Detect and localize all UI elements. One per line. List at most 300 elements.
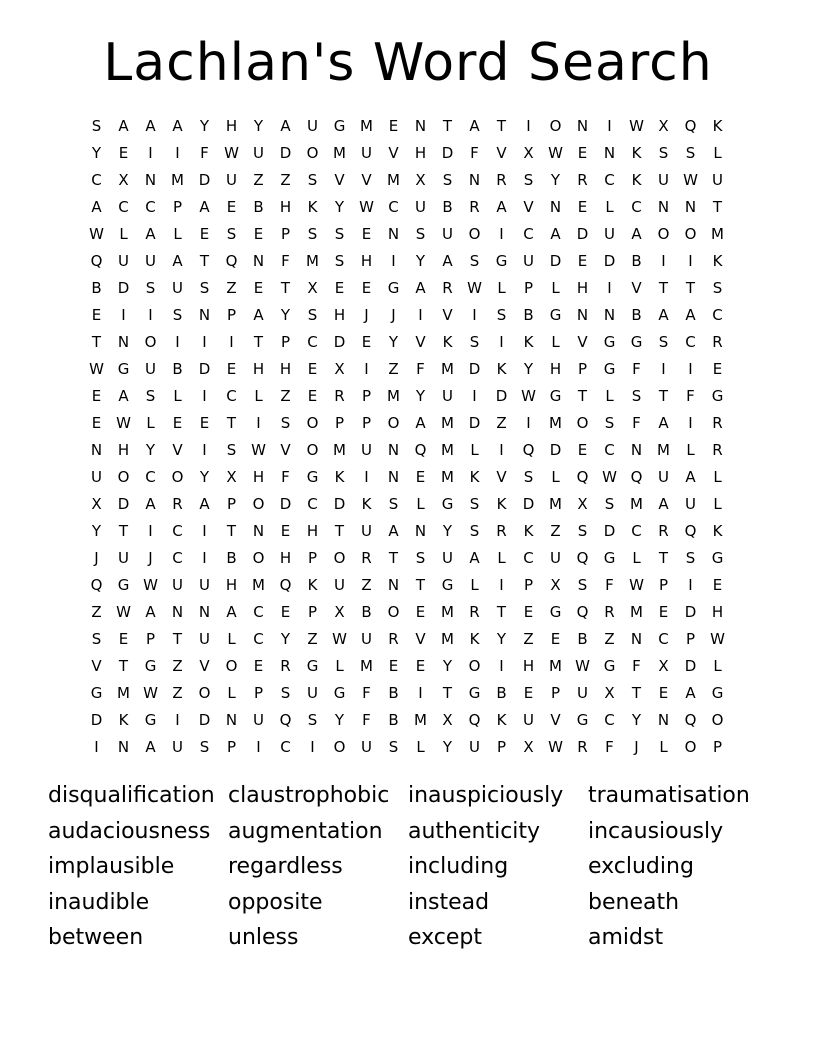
grid-letter[interactable]: W <box>629 575 644 594</box>
grid-letter[interactable]: U <box>145 251 156 270</box>
grid-letter[interactable]: L <box>605 197 614 216</box>
grid-letter[interactable]: S <box>442 170 453 189</box>
grid-letter[interactable]: R <box>469 602 480 621</box>
grid-letter[interactable]: A <box>685 467 696 486</box>
grid-letter[interactable]: M <box>171 170 184 189</box>
grid-letter[interactable]: F <box>362 683 371 702</box>
grid-letter[interactable]: P <box>280 224 291 243</box>
grid-letter[interactable]: D <box>117 278 130 297</box>
grid-letter[interactable]: Y <box>145 440 156 459</box>
grid-letter[interactable]: G <box>603 359 616 378</box>
grid-letter[interactable]: E <box>712 575 723 594</box>
grid-letter[interactable]: N <box>252 521 265 540</box>
grid-letter[interactable]: E <box>172 413 183 432</box>
grid-letter[interactable]: W <box>629 116 644 135</box>
grid-letter[interactable]: Z <box>253 170 264 189</box>
grid-letter[interactable]: G <box>603 332 616 351</box>
grid-letter[interactable]: Y <box>442 656 453 675</box>
grid-letter[interactable]: I <box>364 359 369 378</box>
grid-letter[interactable]: I <box>175 143 180 162</box>
grid-letter[interactable]: P <box>226 494 237 513</box>
grid-letter[interactable]: I <box>391 251 396 270</box>
grid-letter[interactable]: I <box>202 521 207 540</box>
grid-letter[interactable]: U <box>712 170 723 189</box>
grid-letter[interactable]: V <box>334 170 345 189</box>
grid-letter[interactable]: G <box>90 683 103 702</box>
grid-letter[interactable]: T <box>199 251 210 270</box>
grid-letter[interactable]: S <box>577 521 588 540</box>
grid-letter[interactable]: Q <box>468 710 481 729</box>
grid-letter[interactable]: L <box>713 494 722 513</box>
grid-letter[interactable]: D <box>279 143 292 162</box>
grid-letter[interactable]: S <box>469 332 480 351</box>
grid-letter[interactable]: E <box>388 656 399 675</box>
grid-letter[interactable]: E <box>334 278 345 297</box>
grid-letter[interactable]: P <box>658 575 669 594</box>
grid-letter[interactable]: B <box>523 305 534 324</box>
grid-letter[interactable]: A <box>415 413 426 432</box>
grid-letter[interactable]: K <box>469 629 480 648</box>
grid-letter[interactable]: G <box>306 656 319 675</box>
grid-letter[interactable]: J <box>94 548 99 567</box>
grid-letter[interactable]: G <box>495 251 508 270</box>
grid-letter[interactable]: V <box>280 440 291 459</box>
grid-letter[interactable]: I <box>202 440 207 459</box>
grid-letter[interactable]: U <box>361 440 372 459</box>
grid-letter[interactable]: P <box>361 386 372 405</box>
grid-letter[interactable]: X <box>523 143 534 162</box>
grid-letter[interactable]: F <box>632 359 641 378</box>
grid-letter[interactable]: O <box>252 548 265 567</box>
grid-letter[interactable]: Y <box>415 386 426 405</box>
grid-letter[interactable]: S <box>388 737 399 756</box>
grid-letter[interactable]: V <box>496 143 507 162</box>
grid-letter[interactable]: Q <box>684 116 697 135</box>
grid-letter[interactable]: H <box>279 197 292 216</box>
grid-letter[interactable]: I <box>661 359 666 378</box>
grid-letter[interactable]: U <box>253 710 264 729</box>
grid-letter[interactable]: M <box>630 602 643 621</box>
grid-letter[interactable]: S <box>604 413 615 432</box>
grid-letter[interactable]: X <box>226 467 237 486</box>
grid-letter[interactable]: P <box>226 305 237 324</box>
grid-letter[interactable]: N <box>630 629 643 648</box>
grid-letter[interactable]: P <box>334 413 345 432</box>
grid-letter[interactable]: C <box>118 197 129 216</box>
grid-letter[interactable]: M <box>441 602 454 621</box>
grid-letter[interactable]: E <box>415 656 426 675</box>
grid-letter[interactable]: N <box>657 197 670 216</box>
grid-letter[interactable]: C <box>523 548 534 567</box>
grid-letter[interactable]: I <box>175 332 180 351</box>
grid-letter[interactable]: U <box>361 737 372 756</box>
grid-letter[interactable]: W <box>143 575 158 594</box>
grid-letter[interactable]: Z <box>280 170 291 189</box>
grid-letter[interactable]: S <box>415 224 426 243</box>
grid-letter[interactable]: A <box>145 494 156 513</box>
grid-letter[interactable]: E <box>361 332 372 351</box>
grid-letter[interactable]: N <box>144 170 157 189</box>
grid-letter[interactable]: N <box>603 305 616 324</box>
grid-letter[interactable]: M <box>117 683 130 702</box>
grid-letter[interactable]: T <box>118 521 129 540</box>
grid-letter[interactable]: K <box>631 143 642 162</box>
grid-letter[interactable]: Z <box>523 629 534 648</box>
grid-letter[interactable]: M <box>414 710 427 729</box>
grid-letter[interactable]: P <box>523 278 534 297</box>
grid-letter[interactable]: N <box>603 143 616 162</box>
grid-letter[interactable]: C <box>712 305 723 324</box>
grid-letter[interactable]: T <box>280 278 291 297</box>
grid-letter[interactable]: Q <box>630 467 643 486</box>
grid-letter[interactable]: K <box>496 494 507 513</box>
grid-letter[interactable]: E <box>712 359 723 378</box>
grid-letter[interactable]: D <box>198 359 211 378</box>
grid-letter[interactable]: C <box>226 386 237 405</box>
grid-letter[interactable]: G <box>441 575 454 594</box>
grid-letter[interactable]: T <box>118 656 129 675</box>
grid-letter[interactable]: I <box>472 305 477 324</box>
grid-letter[interactable]: O <box>549 116 562 135</box>
grid-letter[interactable]: Z <box>496 413 507 432</box>
grid-letter[interactable]: F <box>605 737 614 756</box>
grid-letter[interactable]: S <box>280 413 291 432</box>
grid-letter[interactable]: K <box>631 170 642 189</box>
grid-letter[interactable]: X <box>523 737 534 756</box>
grid-letter[interactable]: X <box>118 170 129 189</box>
grid-letter[interactable]: Y <box>91 521 102 540</box>
grid-letter[interactable]: X <box>334 602 345 621</box>
grid-letter[interactable]: E <box>361 278 372 297</box>
grid-letter[interactable]: U <box>658 170 669 189</box>
grid-letter[interactable]: D <box>468 359 481 378</box>
grid-letter[interactable]: H <box>576 278 589 297</box>
grid-letter[interactable]: R <box>604 602 615 621</box>
grid-letter[interactable]: Y <box>334 197 345 216</box>
grid-letter[interactable]: I <box>310 737 315 756</box>
grid-letter[interactable]: K <box>307 197 318 216</box>
grid-letter[interactable]: L <box>713 467 722 486</box>
grid-letter[interactable]: E <box>415 467 426 486</box>
grid-letter[interactable]: E <box>199 224 210 243</box>
grid-letter[interactable]: L <box>551 278 560 297</box>
grid-letter[interactable]: D <box>522 494 535 513</box>
grid-letter[interactable]: L <box>497 278 506 297</box>
grid-letter[interactable]: L <box>659 737 668 756</box>
grid-letter[interactable]: V <box>91 656 102 675</box>
grid-letter[interactable]: G <box>549 386 562 405</box>
grid-letter[interactable]: A <box>658 413 669 432</box>
grid-letter[interactable]: L <box>470 440 479 459</box>
grid-letter[interactable]: P <box>550 683 561 702</box>
grid-letter[interactable]: C <box>388 197 399 216</box>
grid-letter[interactable]: G <box>306 467 319 486</box>
grid-letter[interactable]: Q <box>684 521 697 540</box>
grid-letter[interactable]: X <box>91 494 102 513</box>
grid-letter[interactable]: Z <box>226 278 237 297</box>
grid-letter[interactable]: N <box>387 440 400 459</box>
grid-letter[interactable]: A <box>550 224 561 243</box>
grid-letter[interactable]: W <box>224 143 239 162</box>
grid-letter[interactable]: V <box>496 467 507 486</box>
grid-letter[interactable]: M <box>441 413 454 432</box>
grid-letter[interactable]: F <box>686 386 695 405</box>
grid-letter[interactable]: O <box>225 656 238 675</box>
grid-letter[interactable]: R <box>334 386 345 405</box>
grid-letter[interactable]: Q <box>279 710 292 729</box>
grid-letter[interactable]: H <box>711 602 724 621</box>
grid-letter[interactable]: E <box>226 359 237 378</box>
grid-letter[interactable]: D <box>198 710 211 729</box>
grid-letter[interactable]: O <box>252 494 265 513</box>
grid-letter[interactable]: H <box>360 251 373 270</box>
grid-letter[interactable]: H <box>225 116 238 135</box>
grid-letter[interactable]: A <box>199 494 210 513</box>
grid-letter[interactable]: T <box>658 386 669 405</box>
grid-letter[interactable]: C <box>253 602 264 621</box>
grid-letter[interactable]: Z <box>280 386 291 405</box>
grid-letter[interactable]: P <box>145 629 156 648</box>
grid-letter[interactable]: V <box>550 710 561 729</box>
grid-letter[interactable]: Q <box>414 440 427 459</box>
grid-letter[interactable]: T <box>658 548 669 567</box>
grid-letter[interactable]: R <box>577 737 588 756</box>
grid-letter[interactable]: A <box>145 602 156 621</box>
grid-letter[interactable]: S <box>523 467 534 486</box>
grid-letter[interactable]: I <box>121 305 126 324</box>
grid-letter[interactable]: U <box>685 494 696 513</box>
grid-letter[interactable]: G <box>387 278 400 297</box>
grid-letter[interactable]: U <box>145 359 156 378</box>
grid-letter[interactable]: E <box>523 683 534 702</box>
grid-letter[interactable]: O <box>117 467 130 486</box>
grid-letter[interactable]: Q <box>279 575 292 594</box>
grid-letter[interactable]: A <box>253 305 264 324</box>
grid-letter[interactable]: U <box>226 170 237 189</box>
grid-letter[interactable]: P <box>361 413 372 432</box>
grid-letter[interactable]: M <box>333 440 346 459</box>
grid-letter[interactable]: T <box>712 197 723 216</box>
grid-letter[interactable]: U <box>442 386 453 405</box>
grid-letter[interactable]: U <box>550 548 561 567</box>
grid-letter[interactable]: A <box>172 251 183 270</box>
grid-letter[interactable]: N <box>414 521 427 540</box>
grid-letter[interactable]: T <box>226 521 237 540</box>
grid-letter[interactable]: F <box>470 143 479 162</box>
grid-letter[interactable]: D <box>495 386 508 405</box>
grid-letter[interactable]: S <box>307 305 318 324</box>
grid-letter[interactable]: Z <box>307 629 318 648</box>
grid-letter[interactable]: N <box>468 170 481 189</box>
grid-letter[interactable]: K <box>712 251 723 270</box>
grid-letter[interactable]: Y <box>280 305 291 324</box>
grid-letter[interactable]: B <box>91 278 102 297</box>
grid-letter[interactable]: I <box>202 332 207 351</box>
grid-letter[interactable]: Y <box>496 629 507 648</box>
grid-letter[interactable]: F <box>281 467 290 486</box>
grid-letter[interactable]: L <box>470 575 479 594</box>
grid-letter[interactable]: D <box>333 332 346 351</box>
grid-letter[interactable]: E <box>91 305 102 324</box>
grid-letter[interactable]: S <box>388 494 399 513</box>
grid-letter[interactable]: R <box>496 170 507 189</box>
grid-letter[interactable]: L <box>227 683 236 702</box>
grid-letter[interactable]: Y <box>334 710 345 729</box>
grid-letter[interactable]: B <box>361 602 372 621</box>
grid-letter[interactable]: L <box>551 467 560 486</box>
grid-letter[interactable]: J <box>148 548 153 567</box>
grid-letter[interactable]: R <box>442 278 453 297</box>
grid-letter[interactable]: D <box>603 251 616 270</box>
grid-letter[interactable]: W <box>467 278 482 297</box>
grid-letter[interactable]: I <box>499 575 504 594</box>
grid-letter[interactable]: G <box>576 710 589 729</box>
grid-letter[interactable]: Y <box>442 737 453 756</box>
grid-letter[interactable]: E <box>577 197 588 216</box>
grid-letter[interactable]: E <box>280 521 291 540</box>
grid-letter[interactable]: D <box>603 521 616 540</box>
grid-letter[interactable]: L <box>119 224 128 243</box>
grid-letter[interactable]: G <box>468 683 481 702</box>
grid-letter[interactable]: L <box>686 440 695 459</box>
grid-letter[interactable]: I <box>148 521 153 540</box>
grid-letter[interactable]: C <box>172 548 183 567</box>
grid-letter[interactable]: I <box>688 251 693 270</box>
grid-letter[interactable]: E <box>550 629 561 648</box>
grid-letter[interactable]: G <box>117 359 130 378</box>
grid-letter[interactable]: E <box>280 602 291 621</box>
grid-letter[interactable]: L <box>416 737 425 756</box>
grid-letter[interactable]: W <box>602 467 617 486</box>
grid-letter[interactable]: W <box>710 629 725 648</box>
grid-letter[interactable]: U <box>118 548 129 567</box>
grid-letter[interactable]: I <box>418 305 423 324</box>
grid-letter[interactable]: R <box>361 548 372 567</box>
grid-letter[interactable]: S <box>469 521 480 540</box>
grid-letter[interactable]: V <box>415 629 426 648</box>
grid-letter[interactable]: H <box>414 143 427 162</box>
grid-letter[interactable]: R <box>280 656 291 675</box>
grid-letter[interactable]: S <box>631 386 642 405</box>
grid-letter[interactable]: B <box>253 197 264 216</box>
grid-letter[interactable]: W <box>89 359 104 378</box>
grid-letter[interactable]: R <box>172 494 183 513</box>
grid-letter[interactable]: X <box>550 575 561 594</box>
grid-letter[interactable]: C <box>604 170 615 189</box>
grid-letter[interactable]: Z <box>172 656 183 675</box>
grid-letter[interactable]: A <box>118 386 129 405</box>
grid-letter[interactable]: F <box>605 575 614 594</box>
grid-letter[interactable]: M <box>306 251 319 270</box>
grid-letter[interactable]: A <box>91 197 102 216</box>
grid-letter[interactable]: A <box>685 683 696 702</box>
grid-letter[interactable]: V <box>388 143 399 162</box>
grid-letter[interactable]: W <box>332 629 347 648</box>
grid-letter[interactable]: Y <box>388 332 399 351</box>
grid-letter[interactable]: N <box>414 116 427 135</box>
grid-letter[interactable]: O <box>306 143 319 162</box>
grid-letter[interactable]: B <box>172 359 183 378</box>
grid-letter[interactable]: W <box>548 143 563 162</box>
grid-letter[interactable]: C <box>523 224 534 243</box>
grid-letter[interactable]: N <box>90 440 103 459</box>
grid-letter[interactable]: F <box>362 710 371 729</box>
grid-letter[interactable]: Q <box>522 440 535 459</box>
grid-letter[interactable]: L <box>497 548 506 567</box>
grid-letter[interactable]: N <box>576 116 589 135</box>
grid-letter[interactable]: N <box>198 602 211 621</box>
grid-letter[interactable]: Y <box>91 143 102 162</box>
grid-letter[interactable]: Z <box>388 359 399 378</box>
grid-letter[interactable]: E <box>307 359 318 378</box>
grid-letter[interactable]: C <box>145 467 156 486</box>
grid-letter[interactable]: I <box>472 386 477 405</box>
grid-letter[interactable]: A <box>226 602 237 621</box>
grid-letter[interactable]: X <box>415 170 426 189</box>
grid-letter[interactable]: D <box>117 494 130 513</box>
grid-letter[interactable]: E <box>361 224 372 243</box>
grid-letter[interactable]: N <box>576 305 589 324</box>
grid-letter[interactable]: M <box>549 656 562 675</box>
grid-letter[interactable]: S <box>172 305 183 324</box>
grid-letter[interactable]: U <box>172 737 183 756</box>
grid-letter[interactable]: A <box>415 278 426 297</box>
grid-letter[interactable]: Z <box>361 575 372 594</box>
grid-letter[interactable]: P <box>280 332 291 351</box>
grid-letter[interactable]: O <box>684 737 697 756</box>
grid-letter[interactable]: W <box>251 440 266 459</box>
grid-letter[interactable]: A <box>199 197 210 216</box>
grid-letter[interactable]: N <box>198 305 211 324</box>
grid-letter[interactable]: S <box>496 305 507 324</box>
grid-letter[interactable]: I <box>526 116 531 135</box>
grid-letter[interactable]: A <box>118 116 129 135</box>
grid-letter[interactable]: V <box>172 440 183 459</box>
grid-letter[interactable]: L <box>713 656 722 675</box>
grid-letter[interactable]: L <box>173 224 182 243</box>
grid-letter[interactable]: A <box>658 494 669 513</box>
grid-letter[interactable]: I <box>256 413 261 432</box>
grid-letter[interactable]: G <box>441 494 454 513</box>
grid-letter[interactable]: C <box>604 710 615 729</box>
grid-letter[interactable]: M <box>549 494 562 513</box>
grid-letter[interactable]: S <box>712 278 723 297</box>
grid-letter[interactable]: N <box>387 467 400 486</box>
grid-letter[interactable]: U <box>658 467 669 486</box>
grid-letter[interactable]: G <box>549 305 562 324</box>
grid-letter[interactable]: S <box>280 683 291 702</box>
grid-letter[interactable]: C <box>658 629 669 648</box>
grid-letter[interactable]: N <box>684 197 697 216</box>
grid-letter[interactable]: V <box>442 305 453 324</box>
grid-letter[interactable]: L <box>632 548 641 567</box>
grid-letter[interactable]: Q <box>90 575 103 594</box>
grid-letter[interactable]: D <box>684 602 697 621</box>
grid-letter[interactable]: V <box>631 278 642 297</box>
grid-letter[interactable]: Y <box>415 251 426 270</box>
grid-letter[interactable]: E <box>91 386 102 405</box>
grid-letter[interactable]: U <box>361 521 372 540</box>
grid-letter[interactable]: P <box>712 737 723 756</box>
grid-letter[interactable]: F <box>632 656 641 675</box>
grid-letter[interactable]: B <box>388 710 399 729</box>
grid-letter[interactable]: X <box>658 656 669 675</box>
grid-letter[interactable]: I <box>688 413 693 432</box>
grid-letter[interactable]: Y <box>523 359 534 378</box>
grid-letter[interactable]: I <box>418 683 423 702</box>
grid-letter[interactable]: T <box>253 332 264 351</box>
grid-letter[interactable]: E <box>415 602 426 621</box>
